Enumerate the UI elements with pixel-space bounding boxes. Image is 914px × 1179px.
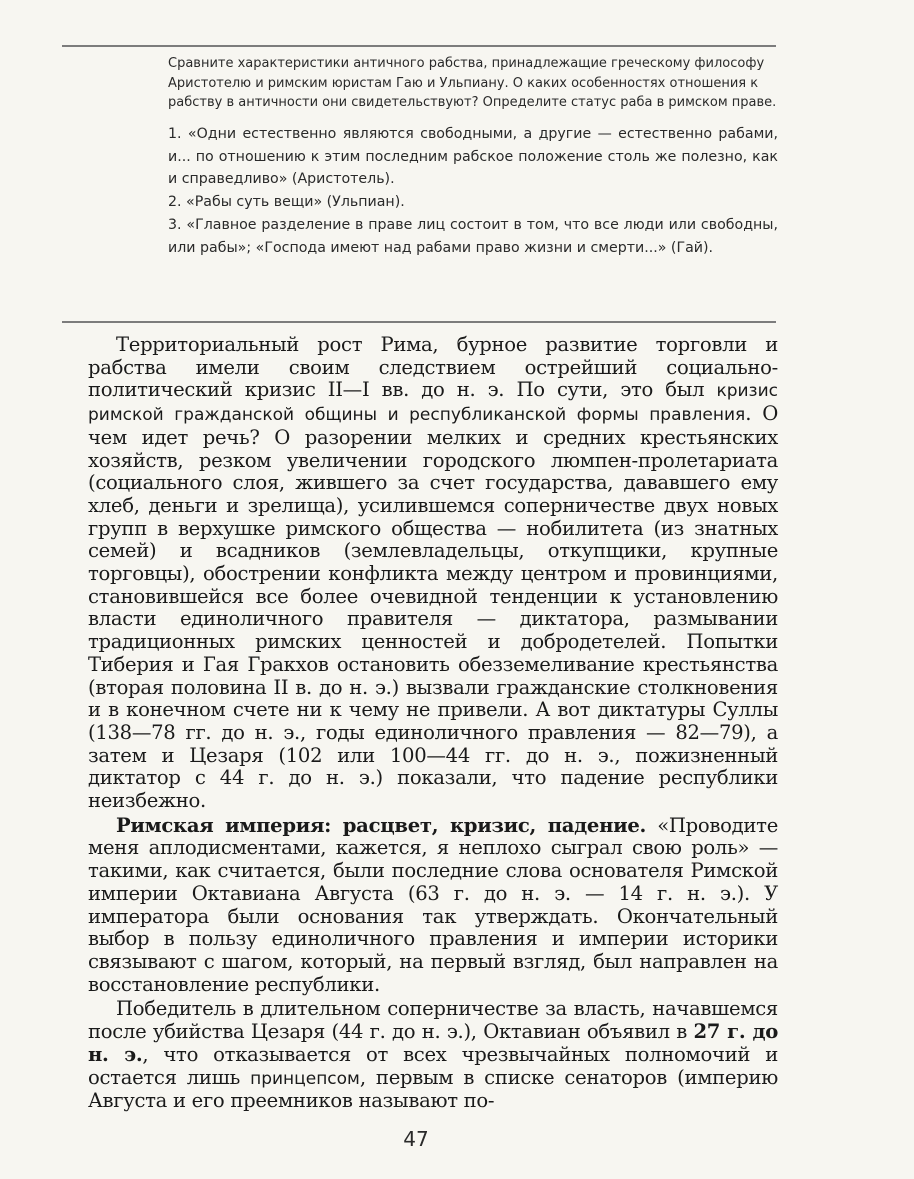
source-box-intro: Сравните характеристики античного рабства, принадлежащие греческому философу Аристотелю и римским юристам Гаю и Ульпиану. О каких особенностях отношения к рабству в античности они свидетельствуют? Определите статус раба в римском праве.: [168, 56, 777, 111]
paragraph-octavian: [88, 998, 778, 1113]
paragraph-crisis-text-2: . О чем идет речь? О разорении мелких и средних крестьянских хозяйств, резком увеличении городского люмпен-пролетариата (социального слоя, жившего за счет государства, дававшего ему хлеб, деньги и зрелища), усилившемся соперничестве двух новых групп в верхушке римского общества — нобилитета (из знатных семей) и всадников (землевладельцы, откупщики, крупные торговцы), обострении конфликта между центром и провинциями, становившейся все более очевидной тенденции к установлению власти единоличного правителя — диктатора, размывании традиционных римских ценностей и добродетелей. Попытки Тиберия и Гая Гракхов остановить обезземеливание крестьянства (вторая половина II в. до н. э.) вызвали гражданские столкновения и в конечном счете ни к чему не привели. А вот диктатуры Суллы (138—78 гг. до н. э., годы единоличного правления — 82—79), а затем и Цезаря (102 или 100—44 гг. до н. э., пожизненный диктатор с 44 г. до н. э.) показали, что падение республики неизбежно.: [88, 402, 778, 813]
page-number: 47: [403, 1127, 429, 1151]
paragraph-crisis: [88, 334, 778, 813]
quote-gaius: 3. «Главное разделение в праве лиц состоит в том, что все люди или свободны, или рабы»; «Господа имеют над рабами право жизни и смерти...» (Гай).: [168, 216, 778, 256]
quote-list: [168, 123, 778, 260]
quote-ulpian: 2. «Рабы суть вещи» (Ульпиан).: [168, 194, 405, 211]
source-box: [168, 54, 778, 260]
quote-aristotle: 1. «Одни естественно являются свободными, а другие — естественно рабами, и... по отношению к этим последним рабское положение столь же полезно, как и справедливо» (Аристотель).: [168, 125, 778, 188]
princeps-emphasis: принцепсом: [250, 1068, 360, 1089]
paragraph-crisis-text-1: Территориальный рост Рима, бурное развитие торговли и рабства имели своим следствием острейший социально-политический кризис II—I вв. до н. э. По сути, это был: [88, 333, 778, 402]
paragraph-octavian-text-3: , первым в списке сенаторов (империю Августа и его преемников называют по-: [88, 1065, 778, 1113]
crisis-emphasis: кризис римской гражданской общины и республиканской формы правления: [88, 381, 778, 426]
section-heading: Римская империя: расцвет, кризис, падение.: [116, 813, 647, 837]
source-box-top-rule: [62, 45, 776, 47]
main-text: [88, 334, 778, 1113]
date-emphasis: 27 г. до н. э.: [88, 1020, 778, 1066]
paragraph-empire-text: «Проводите меня аплодисментами, кажется, я неплохо сыграл свою роль» — такими, как считается, были последние слова основателя Римской империи Октавиана Августа (63 г. до н. э. — 14 г. н. э.). У императора были основания так утверждать. Окончательный выбор в пользу единоличного правления и империи историки связывают с шагом, который, на первый взгляд, был направлен на восстановление республики.: [88, 813, 778, 996]
paragraph-octavian-text-1: Победитель в длительном соперничестве за власть, начавшемся после убийства Цезаря (44 г. до н. э.), Октавиан объявил в: [88, 997, 778, 1044]
source-box-bottom-rule: [62, 321, 776, 323]
paragraph-empire: [88, 815, 778, 997]
paragraph-octavian-text-2: , что отказывается от всех чрезвычайных полномочий и остается лишь: [88, 1042, 778, 1089]
